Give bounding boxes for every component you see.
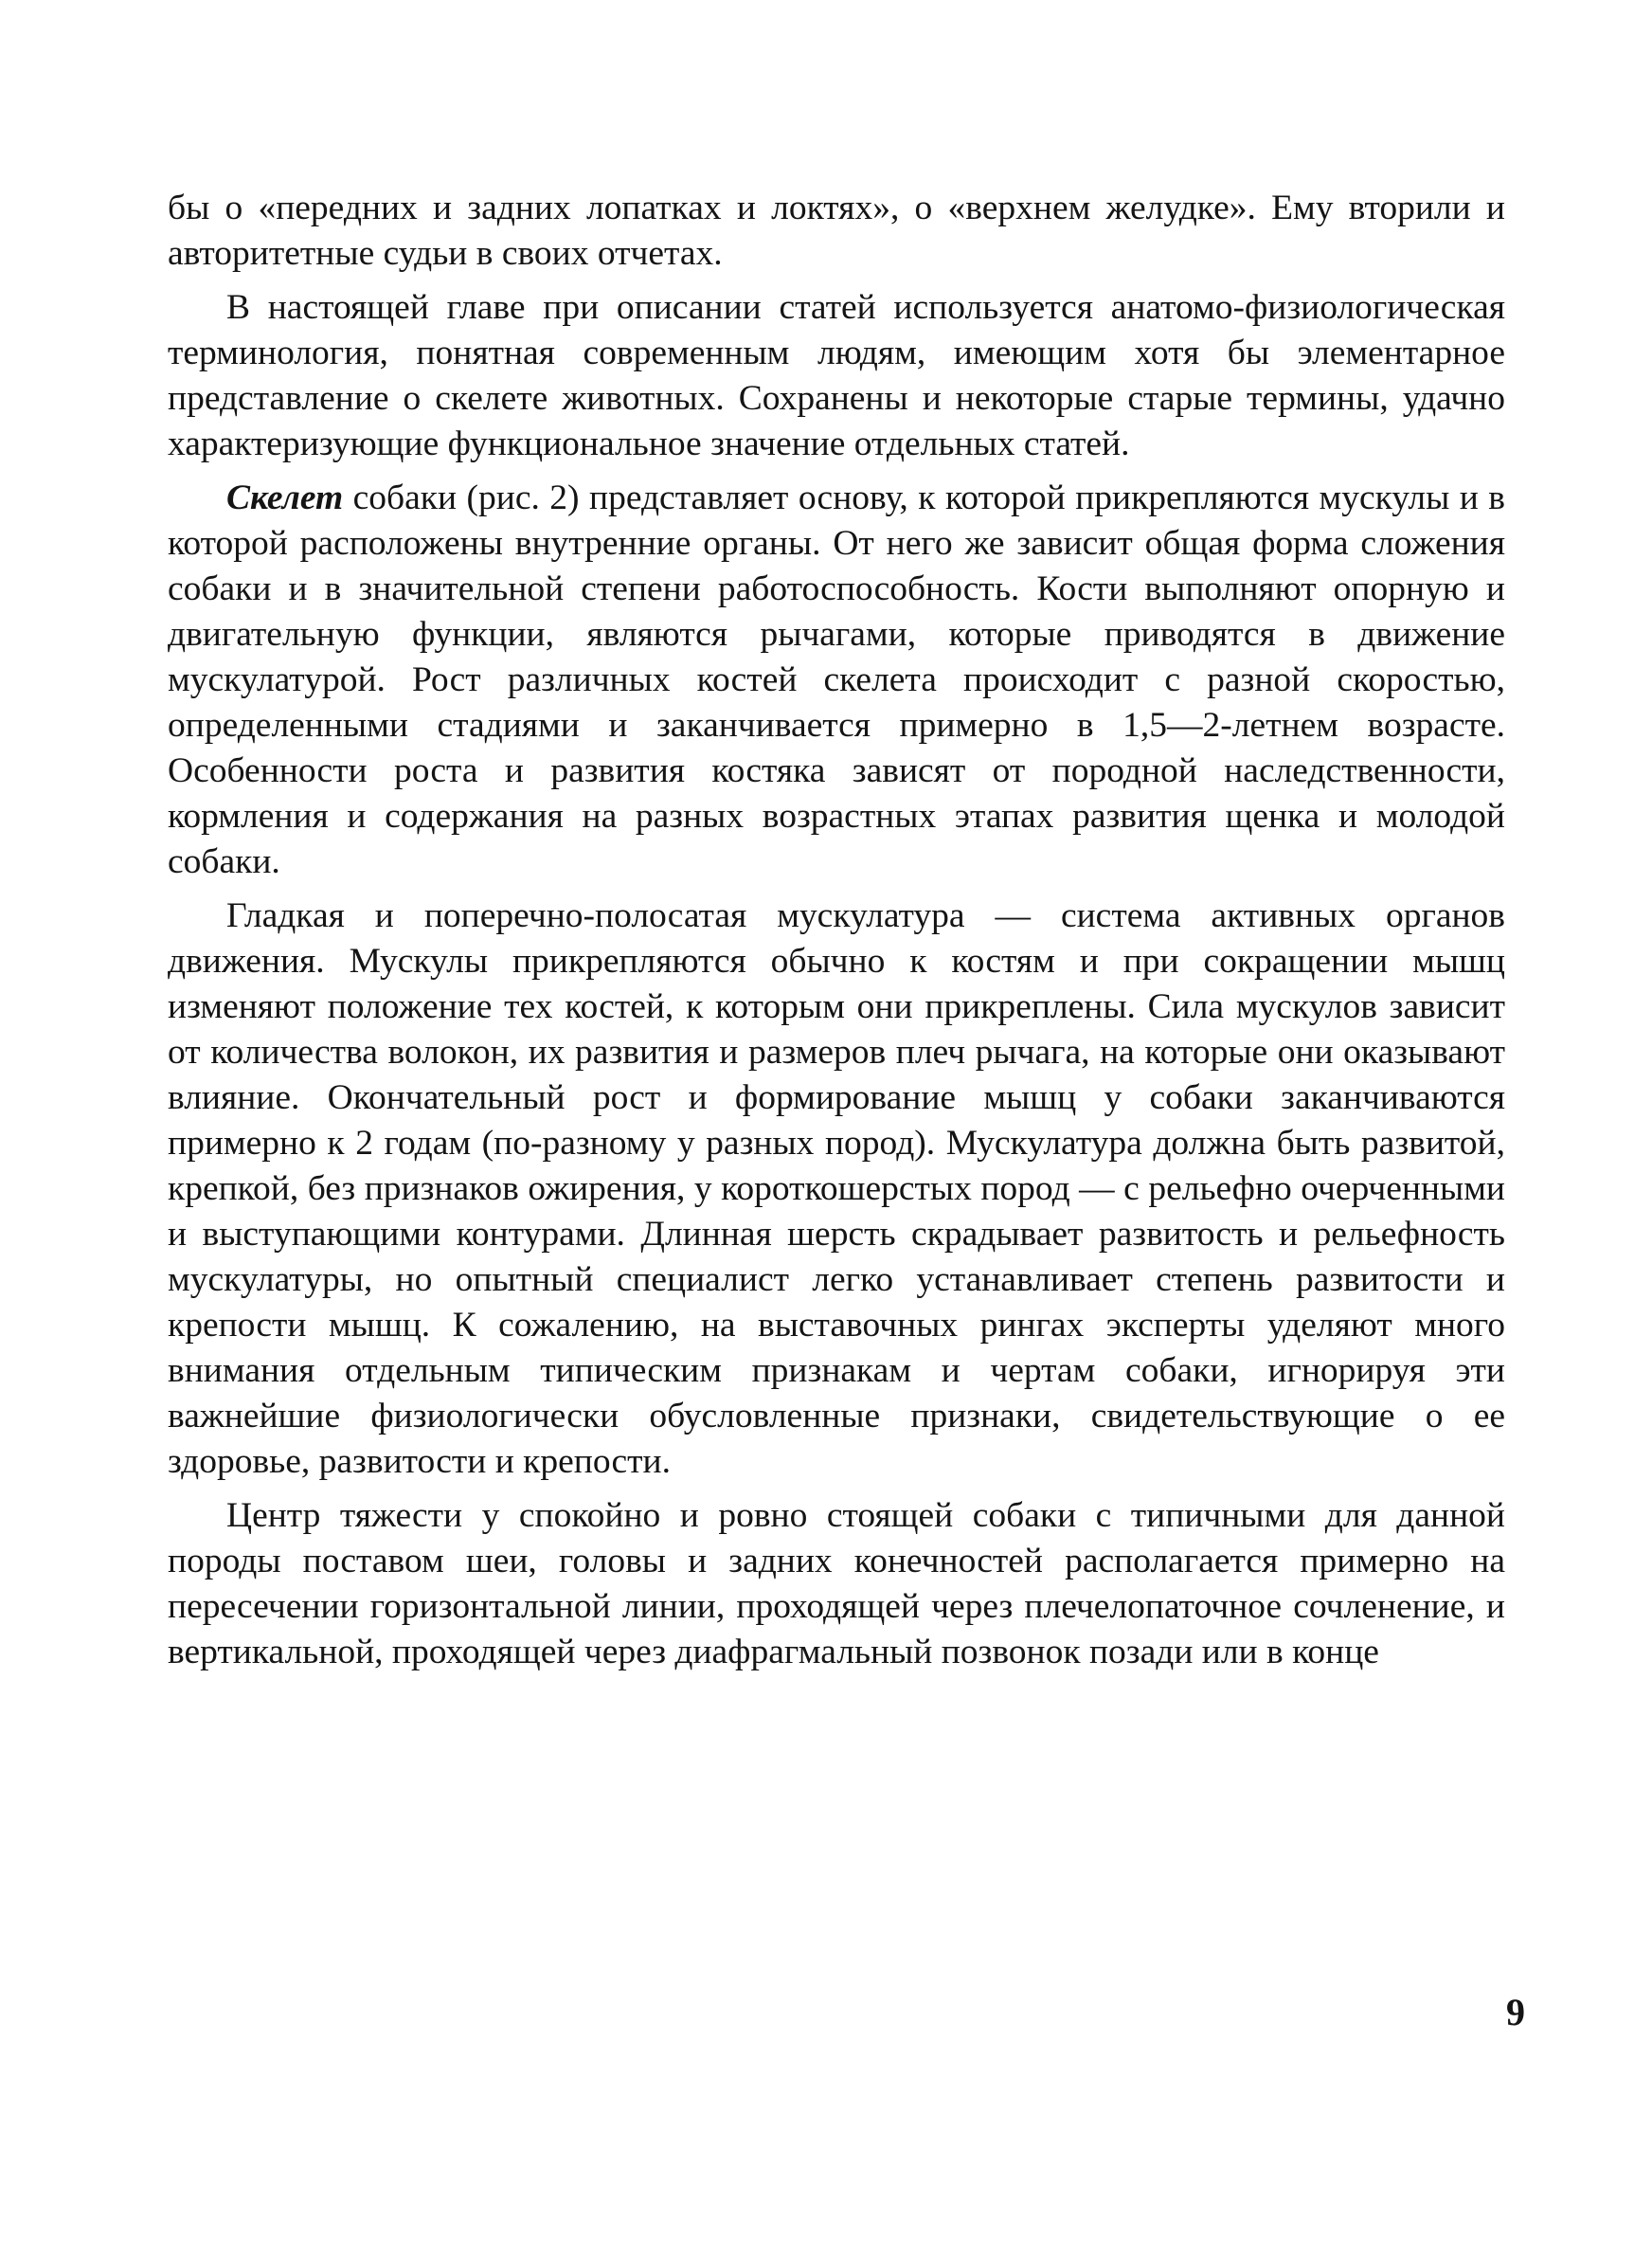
paragraph-1 [168,186,1505,277]
body-text [168,186,1505,1684]
paragraph-3-lead-term: Скелет [226,478,344,517]
paragraph-4 [168,894,1505,1485]
paragraph-4-text: Гладкая и поперечно-полосатая мускулатура — система активных органов движения. Мускулы прикрепляются обычно к костям и при сокращении мышц изменяют положение тех костей, к которым они прикреплены. Сила мускулов зависит от количества волокон, их развития и размеров плеч рычага, на которые они оказывают влияние. Окончательный рост и формирование мышц у собаки заканчиваются примерно к 2 годам (по-разному у разных пород). Мускулатура должна быть развитой, крепкой, без признаков ожирения, у короткошерстых пород — с рельефно очерченными и выступающими контурами. Длинная шерсть скрадывает развитость и рельефность мускулатуры, но опытный специалист легко устанавливает степень развитости и крепости мышц. К сожалению, на выставочных рингах эксперты уделяют много внимания отдельным типическим признакам и чертам собаки, игнорируя эти важнейшие физиологически обусловленные признаки, свидетельствующие о ее здоровье, развитости и крепости. [168,896,1505,1481]
paragraph-5-text: Центр тяжести у спокойно и ровно стоящей собаки с типичными для данной породы поставом шеи, головы и задних конечностей располагается примерно на пересечении горизонтальной линии, проходящей через плечелопаточное сочленение, и вертикальной, проходящей через диафрагмальный позвонок позади или в конце [168,1496,1505,1671]
paragraph-1-text: бы о «передних и задних лопатках и локтях», о «верхнем желудке». Ему вторили и авторитетные судьи в своих отчетах. [168,189,1505,273]
paragraph-2-text: В настоящей главе при описании статей используется анатомо-физиологическая терминология, понятная современным людям, имеющим хотя бы элементарное представление о скелете животных. Сохранены и некоторые старые термины, удачно характеризующие функциональное значение отдельных статей. [168,288,1505,463]
paragraph-2 [168,285,1505,467]
paragraph-3-text: собаки (рис. 2) представляет основу, к которой прикрепляются мускулы и в которой расположены внутренние органы. От него же зависит общая форма сложения собаки и в значительной степени работоспособность. Кости выполняют опорную и двигательную функции, являются рычагами, которые приводятся в движение мускулатурой. Рост различных костей скелета происходит с разной скоростью, определенными стадиями и заканчивается примерно в 1,5—2-летнем возрасте. Особенности роста и развития костяка зависят от породной наследственности, кормления и содержания на разных возрастных этапах развития щенка и молодой собаки. [168,478,1505,881]
page-number: 9 [1506,1991,1525,2033]
paragraph-3 [168,476,1505,885]
paragraph-5 [168,1493,1505,1675]
